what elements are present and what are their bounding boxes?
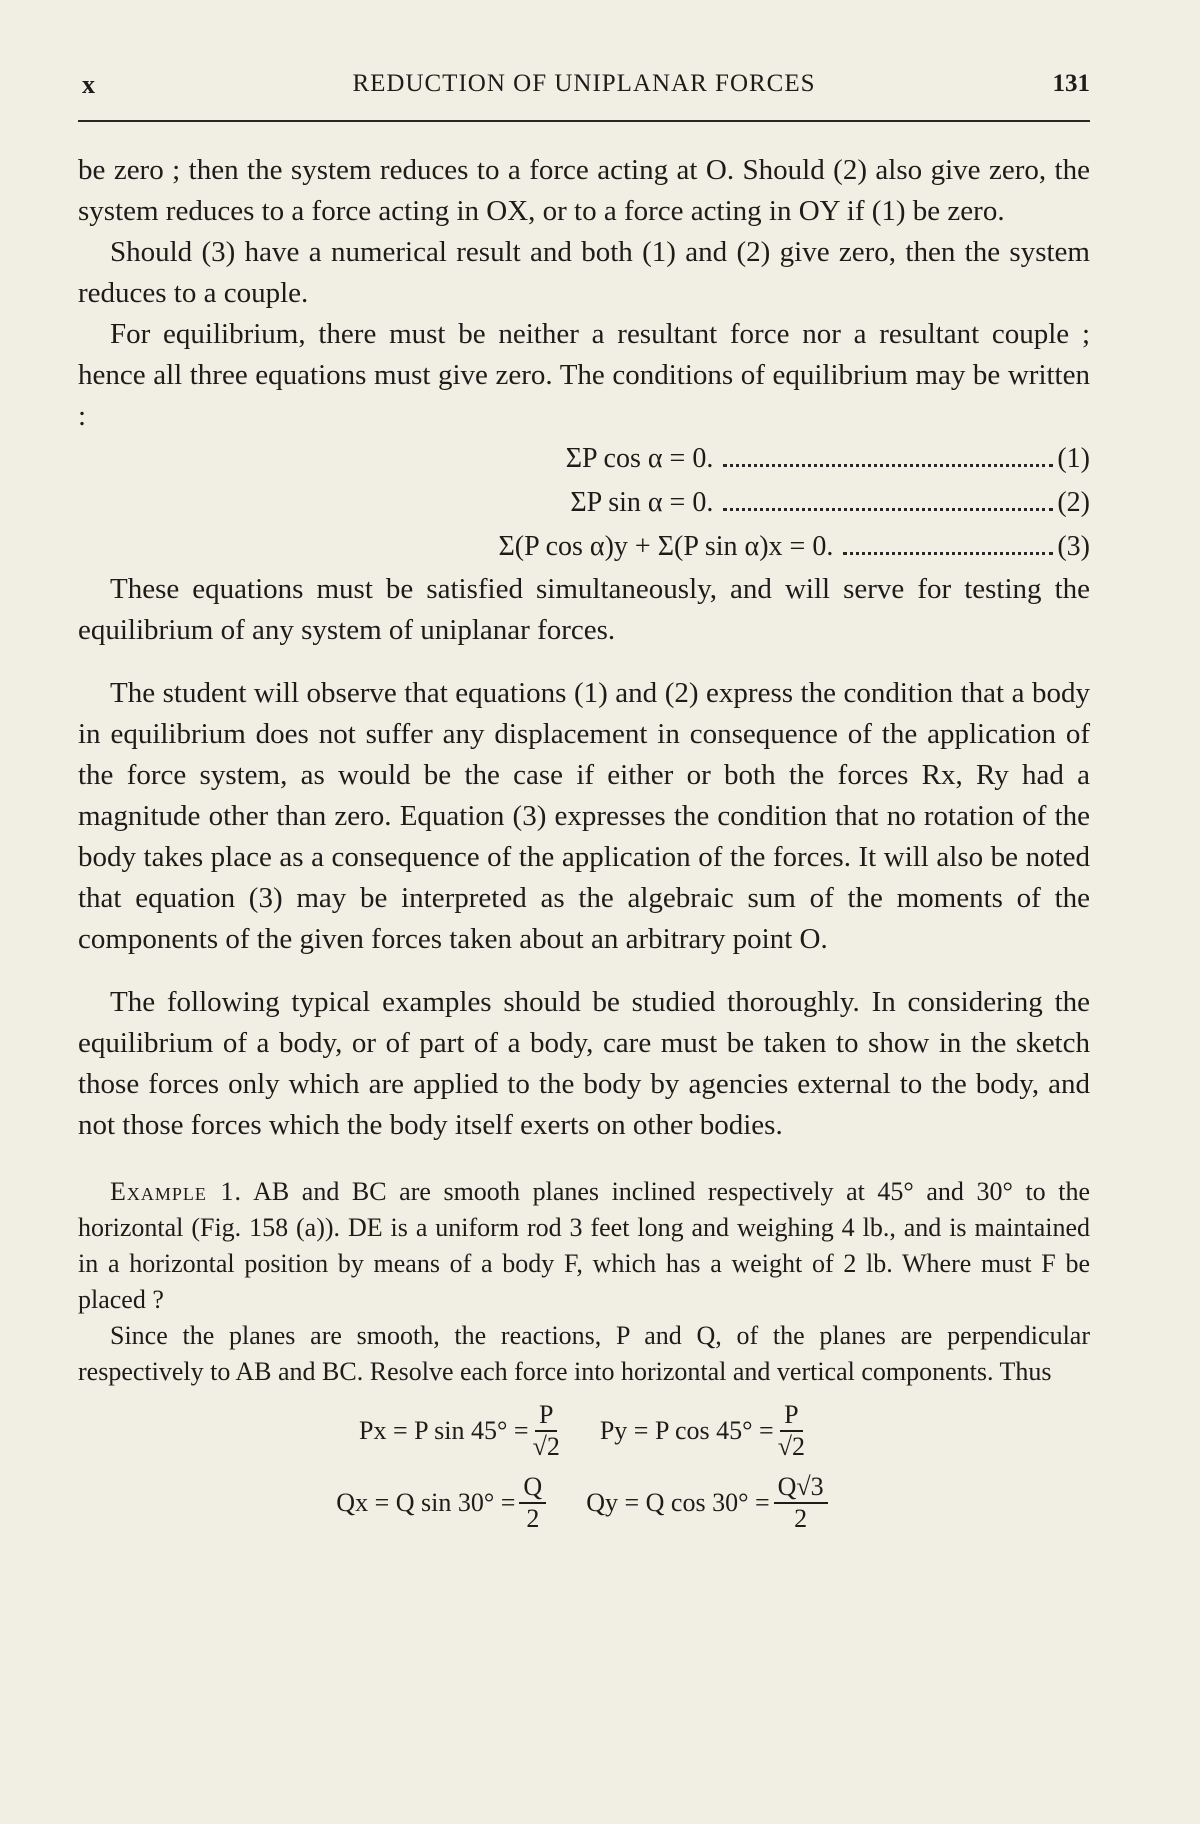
- paragraph: These equations must be satisfied simultaneously, and will serve for testing the equilibrium of any system of uniplanar forces.: [78, 573, 1090, 646]
- dot-leader: [723, 508, 1053, 511]
- header-rule: [78, 120, 1090, 122]
- formula-lhs: Py = P cos 45° =: [599, 1416, 774, 1445]
- paragraph: be zero ; then the system reduces to a force acting at O. Should (2) also give zero, the system reduces to a force acting in OX, or to a force acting in OY if (1) be zero.: [78, 154, 1090, 227]
- numerator: P: [535, 1400, 557, 1432]
- numerator: Q: [519, 1472, 546, 1504]
- formula-qx: [336, 1472, 550, 1534]
- dot-leader: [723, 464, 1053, 467]
- example-label: Example 1.: [110, 1177, 242, 1206]
- fraction: [533, 1400, 560, 1462]
- running-title: REDUCTION OF UNIPLANAR FORCES: [352, 70, 816, 97]
- equation-1: [78, 437, 1090, 481]
- page-number: 131: [1052, 70, 1090, 97]
- fraction: [778, 1400, 805, 1462]
- paragraph: Should (3) have a numerical result and both (1) and (2) give zero, then the system reduces to a couple.: [78, 236, 1090, 309]
- dot-leader: [843, 552, 1053, 555]
- equation-expression: Σ(P cos α)y + Σ(P sin α)x = 0.: [498, 531, 834, 562]
- denominator: 2: [794, 1504, 808, 1533]
- denominator: √2: [532, 1432, 560, 1461]
- formula-lhs: Qx = Q sin 30° =: [336, 1488, 516, 1517]
- example-text: AB and BC are smooth planes inclined respectively at 45° and 30° to the horizontal (Fig. 158 (a)). DE is a uniform rod 3 feet long and weighing 4 lb., and is maintained in a horizontal position by means of a body F, which has a weight of 2 lb. Where must F be placed ?: [78, 1177, 1091, 1314]
- example-block: [78, 1174, 1090, 1534]
- fraction: [519, 1472, 546, 1534]
- formula-qy: [586, 1472, 831, 1534]
- chapter-number: x: [82, 70, 95, 99]
- equation-expression: ΣP cos α = 0.: [565, 443, 714, 474]
- numerator: Q√3: [774, 1472, 828, 1504]
- running-header: [78, 70, 1090, 106]
- paragraph: The student will observe that equations (1) and (2) express the condition that a body in equilibrium does not suffer any displacement in consequence of the application of the force system, as would be the case if either or both the forces Rx, Ry had a magnitude other than zero. Equation (3) expresses the condition that no rotation of the body takes place as a consequence of the application of the forces. It will also be noted that equation (3) may be interpreted as the algebraic sum of the moments of the components of the given forces taken about an arbitrary point O.: [78, 677, 1090, 955]
- equation-3: [78, 525, 1090, 569]
- formula-row-q: [78, 1472, 1090, 1534]
- example-statement: [78, 1174, 1090, 1318]
- formula-lhs: Qy = Q cos 30° =: [586, 1488, 770, 1517]
- main-text: [78, 150, 1090, 1534]
- paragraph: For equilibrium, there must be neither a resultant force nor a resultant couple ; hence all three equations must give zero. The conditions of equilibrium may be written :: [78, 318, 1090, 432]
- paragraph-gap: [78, 651, 1090, 673]
- equation-number: (3): [1057, 531, 1090, 562]
- paragraph-gap: [78, 1146, 1090, 1168]
- formula-row-p: [78, 1400, 1090, 1462]
- equation-number: (2): [1057, 487, 1090, 518]
- paragraph-gap: [78, 960, 1090, 982]
- formula-px: [359, 1400, 564, 1462]
- numerator: P: [780, 1400, 802, 1432]
- denominator: 2: [526, 1504, 540, 1533]
- formula-lhs: Px = P sin 45° =: [359, 1416, 529, 1445]
- paragraph: The following typical examples should be studied thoroughly. In considering the equilibrium of a body, or of part of a body, care must be taken to show in the sketch those forces only which are applied to the body by agencies external to the body, and not those forces which the body itself exerts on other bodies.: [78, 986, 1090, 1141]
- equation-number: (1): [1057, 443, 1090, 474]
- example-solution: Since the planes are smooth, the reactions, P and Q, of the planes are perpendicular respectively to AB and BC. Resolve each force into horizontal and vertical components. Thus: [78, 1321, 1090, 1386]
- formula-py: [600, 1400, 809, 1462]
- equation-expression: ΣP sin α = 0.: [570, 487, 714, 518]
- equation-2: [78, 481, 1090, 525]
- fraction: [774, 1472, 828, 1534]
- denominator: √2: [777, 1432, 805, 1461]
